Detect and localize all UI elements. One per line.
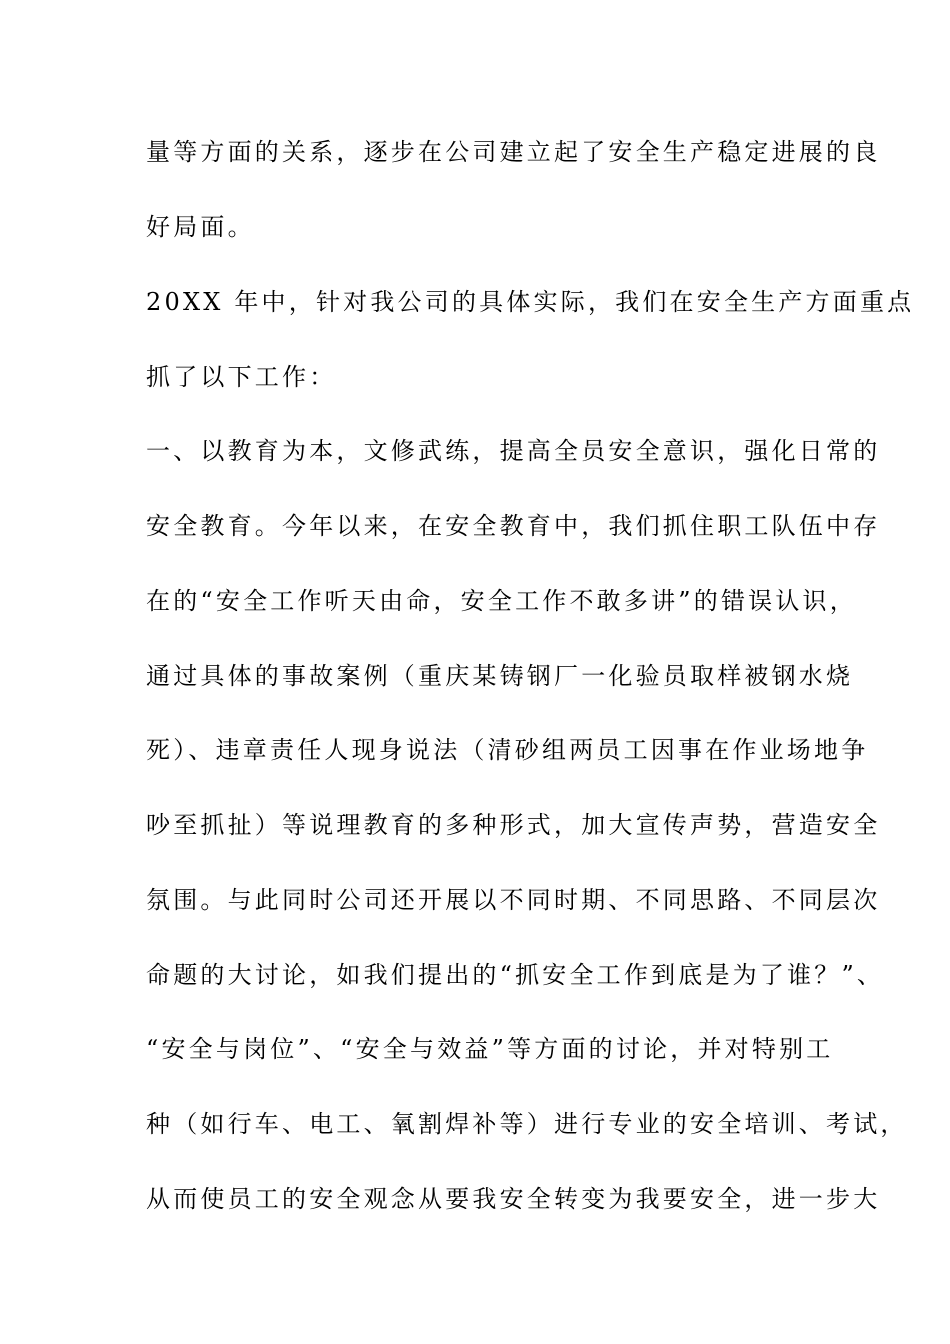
paragraph-line: 从而使员工的安全观念从要我安全转变为我要安全，进一步大 (146, 1185, 881, 1213)
paragraph-line: 氛围。与此同时公司还开展以不同时期、不同思路、不同层次 (146, 886, 881, 914)
paragraph-line: 命题的大讨论，如我们提出的“抓安全工作到底是为了谁？”、 (146, 961, 885, 989)
paragraph-line: 死）、违章责任人现身说法（清砂组两员工因事在作业场地争 (146, 736, 869, 764)
paragraph-line: 吵至抓扯）等说理教育的多种形式，加大宣传声势，营造安全 (146, 811, 881, 839)
paragraph-line: “安全与岗位”、“安全与效益”等方面的讨论，并对特别工 (146, 1035, 834, 1063)
paragraph-line: 好局面。 (146, 213, 255, 241)
paragraph-line: 一、以教育为本，文修武练，提高全员安全意识，强化日常的 (146, 437, 881, 465)
paragraph-line: 抓了以下工作： (146, 363, 337, 391)
paragraph-line: 20XX 年中，针对我公司的具体实际，我们在安全生产方面重点 (146, 288, 915, 316)
paragraph-line: 种（如行车、电工、氧割焊补等）进行专业的安全培训、考试， (146, 1110, 908, 1138)
paragraph-line: 通过具体的事故案例（重庆某铸钢厂一化验员取样被钢水烧 (146, 662, 854, 690)
paragraph-line: 在的“安全工作听天由命，安全工作不敢多讲”的错误认识， (146, 587, 857, 615)
paragraph-line: 安全教育。今年以来，在安全教育中，我们抓住职工队伍中存 (146, 512, 881, 540)
paragraph-line: 量等方面的关系，逐步在公司建立起了安全生产稳定进展的良 (146, 138, 881, 166)
